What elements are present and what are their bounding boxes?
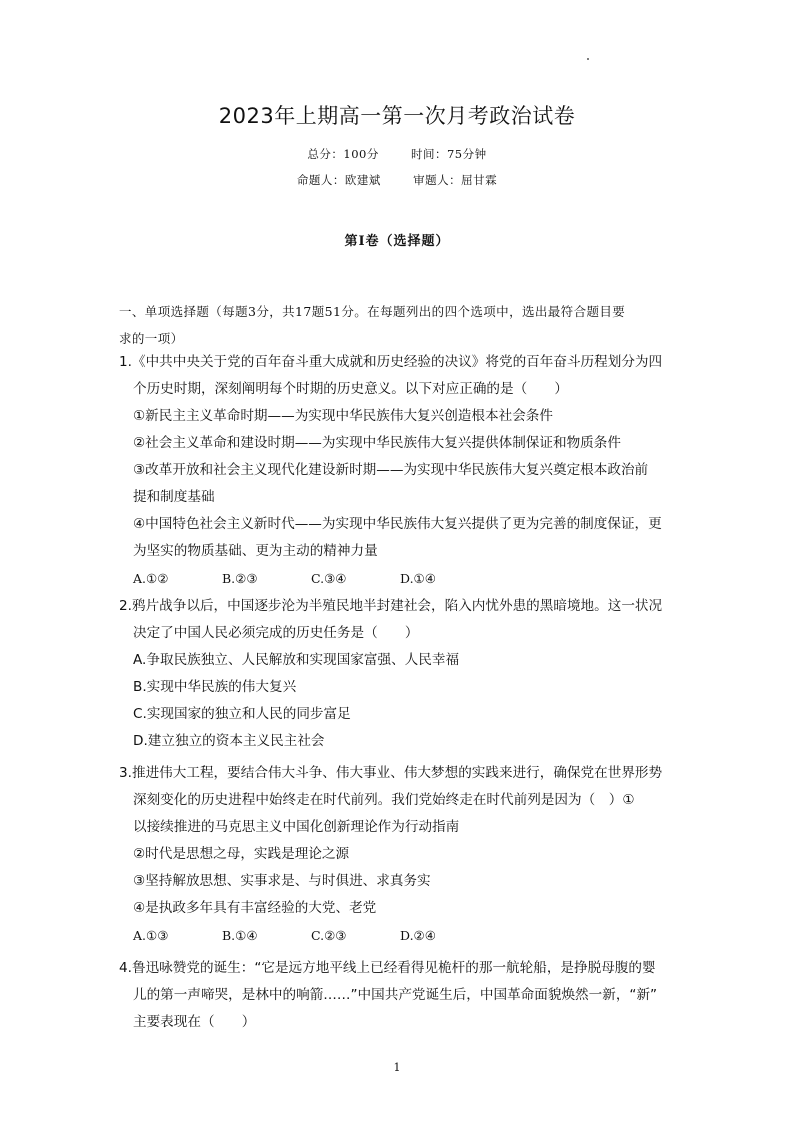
instructions [119, 298, 679, 352]
statement-item: ④是执政多年具有丰富经验的大党、老党 [133, 900, 377, 916]
total-score: 总分：100分 [307, 147, 379, 161]
question-2 [119, 593, 679, 755]
option-b: B.②③ [222, 571, 258, 586]
statement-item: ①新民主主义革命时期——为实现中华民族伟大复兴创造根本社会条件 [133, 408, 553, 424]
option-d: D.②④ [400, 928, 436, 943]
question-1 [119, 349, 679, 592]
page-title: 2023年上期高一第一次月考政治试卷 [218, 104, 576, 128]
option-c: C.实现国家的独立和人民的同步富足 [133, 706, 351, 722]
question-stem: 决定了中国人民必须完成的历史任务是（ ） [133, 625, 419, 641]
option-b: B.①④ [222, 928, 258, 943]
instructions-line: 求的一项） [119, 331, 184, 346]
option-d: D.①④ [400, 571, 436, 586]
statement-item: ②时代是思想之母，实践是理论之源 [133, 846, 350, 862]
question-stem: 个历史时期，深刻阐明每个时期的历史意义。以下对应正确的是（ ） [133, 381, 568, 397]
option-c: C.②③ [311, 928, 347, 943]
instructions-line: 一、单项选择题（每题3分，共17题51分。在每题列出的四个选项中，选出最符合题目要 [119, 304, 626, 319]
statement-item: ③坚持解放思想、实事求是、与时俱进、求真务实 [133, 873, 431, 889]
scan-speck [587, 58, 589, 60]
exam-meta-row-2 [0, 172, 794, 188]
question-stem: 1.《中共中央关于党的百年奋斗重大成就和历史经验的决议》将党的百年奋斗历程划分为四 [119, 354, 663, 370]
question-reviewer: 审题人：屈甘霖 [413, 173, 498, 187]
statement-item: 以接续推进的马克思主义中国化创新理论作为行动指南 [133, 819, 460, 835]
page-number: 1 [393, 1061, 401, 1074]
option-a: A.①③ [133, 928, 169, 943]
option-a: A.①② [133, 571, 169, 586]
exam-meta-row-1 [0, 146, 794, 162]
statement-item: ③改革开放和社会主义现代化建设新时期——为实现中华民族伟大复兴奠定根本政治前 [133, 462, 649, 478]
question-stem: 4.鲁迅咏赞党的诞生：“它是远方地平线上已经看得见桅杆的那一航轮船，是挣脱母腹的婴 [119, 960, 656, 976]
section-heading: 第Ⅰ卷（选择题） [344, 234, 450, 249]
option-a: A.争取民族独立、人民解放和实现国家富强、人民幸福 [133, 652, 460, 668]
statement-item: ④中国特色社会主义新时代——为实现中华民族伟大复兴提供了更为完善的制度保证，更 [133, 516, 662, 532]
statement-item: 提和制度基础 [133, 489, 215, 505]
question-author: 命题人：欧建斌 [296, 173, 381, 187]
exam-time: 时间：75分钟 [410, 147, 487, 161]
answer-options [119, 922, 679, 949]
question-3 [119, 760, 679, 949]
option-d: D.建立独立的资本主义民主社会 [133, 733, 325, 749]
option-c: C.③④ [311, 571, 347, 586]
question-stem: 儿的第一声啼哭，是林中的响箭……”中国共产党诞生后，中国革命面貌焕然一新，“新” [133, 987, 658, 1003]
question-stem: 深刻变化的历史进程中始终走在时代前列。我们党始终走在时代前列是因为（ ）① [133, 792, 635, 808]
question-4 [119, 955, 679, 1036]
option-b: B.实现中华民族的伟大复兴 [133, 679, 297, 695]
statement-item: 为坚实的物质基础、更为主动的精神力量 [133, 543, 378, 559]
question-stem: 主要表现在（ ） [133, 1014, 256, 1030]
statement-item: ②社会主义革命和建设时期——为实现中华民族伟大复兴提供体制保证和物质条件 [133, 435, 621, 451]
question-stem: 2.鸦片战争以后，中国逐步沦为半殖民地半封建社会，陷入内忧外患的黑暗境地。这一状况 [119, 598, 663, 614]
answer-options [119, 565, 679, 592]
question-stem: 3.推进伟大工程，要结合伟大斗争、伟大事业、伟大梦想的实践来进行，确保党在世界形势 [119, 765, 663, 781]
